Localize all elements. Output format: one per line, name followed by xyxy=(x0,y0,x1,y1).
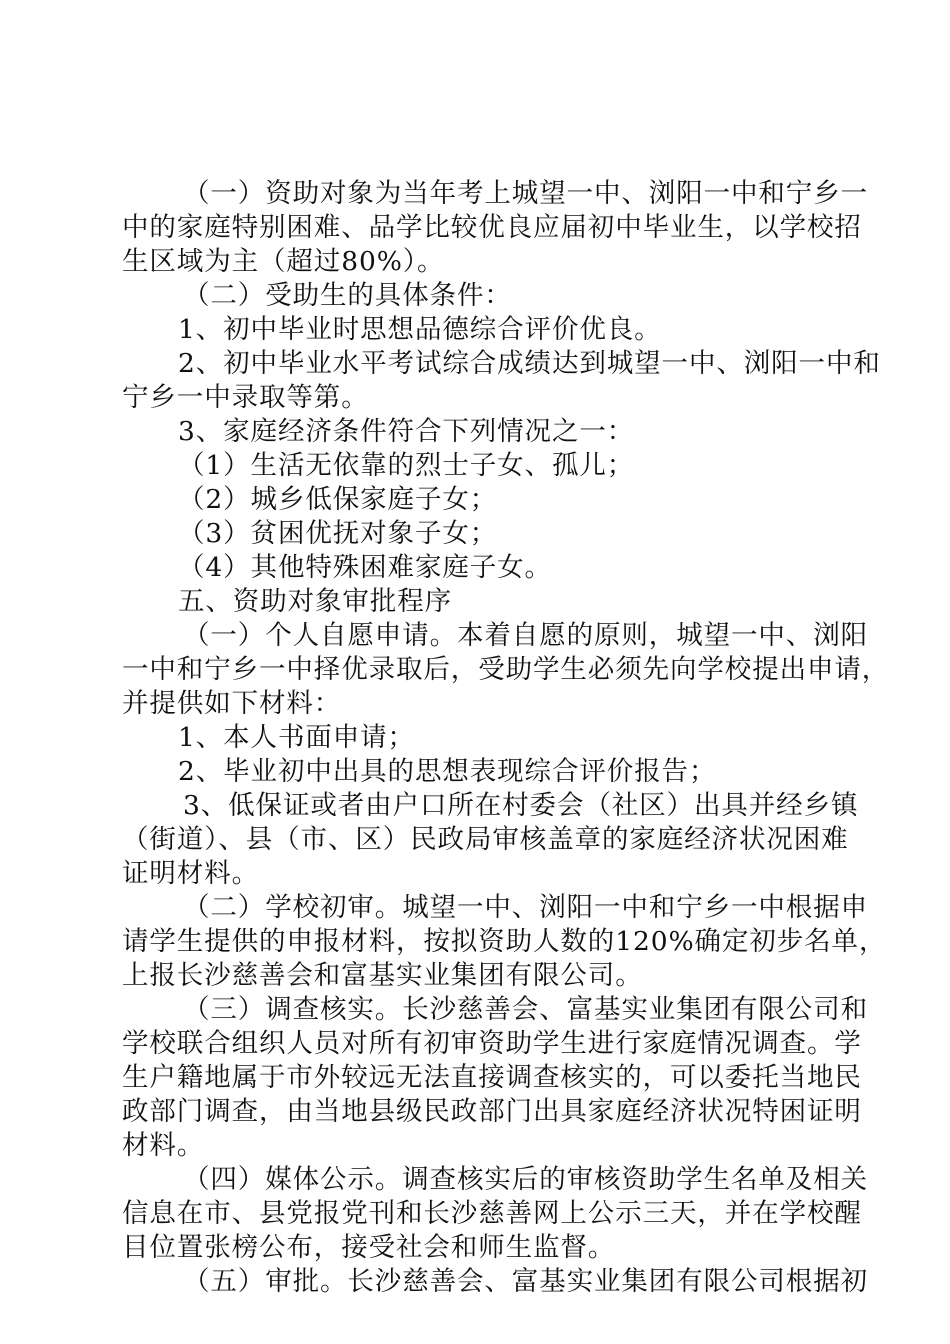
text-line: 材料。 xyxy=(122,1130,205,1161)
text-line: 生区域为主（超过80%）。 xyxy=(122,246,445,277)
text-line: 1、本人书面申请； xyxy=(178,722,415,753)
text-line: 证明材料。 xyxy=(122,858,259,889)
text-line: （3）贫困优抚对象子女； xyxy=(178,518,498,549)
text-line: （街道）、县（市、区）民政局审核盖章的家庭经济状况困难 xyxy=(122,824,849,855)
text-line: 并提供如下材料： xyxy=(122,688,342,719)
text-line: 生户籍地属于市外较远无法直接调查核实的，可以委托当地民 xyxy=(122,1062,862,1093)
text-line: （4）其他特殊困难家庭子女。 xyxy=(178,552,552,583)
text-line: 2、初中毕业水平考试综合成绩达到城望一中、浏阳一中和 xyxy=(178,348,881,379)
text-line: 2、毕业初中出具的思想表现综合评价报告； xyxy=(178,756,717,787)
text-line: 一中和宁乡一中择优录取后，受助学生必须先向学校提出申请， xyxy=(122,654,890,685)
text-line: 宁乡一中录取等第。 xyxy=(122,382,369,413)
text-line: 1、初中毕业时思想品德综合评价优良。 xyxy=(178,314,662,345)
section-heading: 五、资助对象审批程序 xyxy=(178,586,452,617)
text-line: 政部门调查，由当地县级民政部门出具家庭经济状况特困证明 xyxy=(122,1096,862,1127)
text-line: 上报长沙慈善会和富基实业集团有限公司。 xyxy=(122,960,643,991)
text-line: （三）调查核实。长沙慈善会、富基实业集团有限公司和 xyxy=(183,994,868,1025)
text-line: 目位置张榜公布，接受社会和师生监督。 xyxy=(122,1232,616,1263)
text-line: （1）生活无依靠的烈士子女、孤儿； xyxy=(178,450,635,481)
text-line: 信息在市、县党报党刊和长沙慈善网上公示三天，并在学校醒 xyxy=(122,1198,862,1229)
text-line: 3、低保证或者由户口所在村委会（社区）出具并经乡镇 xyxy=(183,790,859,821)
text-line: 3、家庭经济条件符合下列情况之一： xyxy=(178,416,635,447)
text-line: （二）受助生的具体条件： xyxy=(183,280,512,311)
text-line: （一）资助对象为当年考上城望一中、浏阳一中和宁乡一 xyxy=(183,178,868,209)
text-line: （2）城乡低保家庭子女； xyxy=(178,484,498,515)
text-line: 请学生提供的申报材料，按拟资助人数的120%确定初步名单， xyxy=(122,926,887,957)
text-line: （五）审批。长沙慈善会、富基实业集团有限公司根据初 xyxy=(183,1266,868,1297)
text-line: 学校联合组织人员对所有初审资助学生进行家庭情况调查。学 xyxy=(122,1028,862,1059)
text-line: 中的家庭特别困难、品学比较优良应届初中毕业生，以学校招 xyxy=(122,212,862,243)
text-line: （四）媒体公示。调查核实后的审核资助学生名单及相关 xyxy=(183,1164,868,1195)
text-line: （二）学校初审。城望一中、浏阳一中和宁乡一中根据申 xyxy=(183,892,868,923)
text-line: （一）个人自愿申请。本着自愿的原则，城望一中、浏阳 xyxy=(183,620,868,651)
